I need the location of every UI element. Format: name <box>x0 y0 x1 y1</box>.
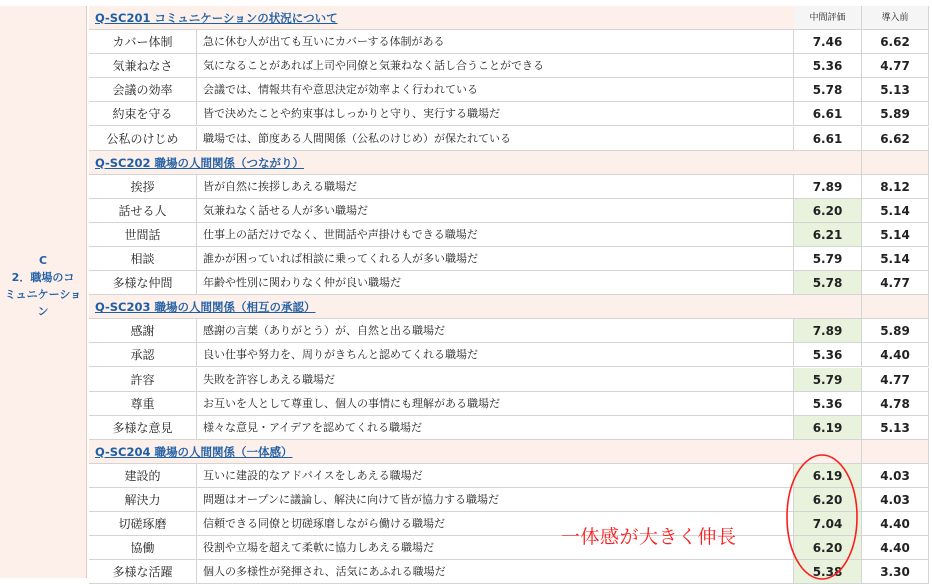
mid-score-cell: 5.38 <box>794 560 862 584</box>
table-row <box>89 175 929 199</box>
table-row <box>89 488 929 512</box>
item-description-cell: お互いを人として尊重し、個人の事情にも理解がある職場だ <box>197 392 794 416</box>
before-score-cell: 6.62 <box>862 127 929 151</box>
item-description-cell: 仕事上の話だけでなく、世間話や声掛けもできる職場だ <box>197 223 794 247</box>
table-row <box>89 416 929 440</box>
before-score-cell: 4.78 <box>862 392 929 416</box>
section-title-link[interactable]: Q-SC201 コミュニケーションの状況について <box>95 11 338 25</box>
before-score-cell: 4.03 <box>862 464 929 488</box>
section-title-bar <box>89 151 794 175</box>
item-label-cell: 話せる人 <box>89 199 197 223</box>
mid-score-cell: 6.61 <box>794 127 862 151</box>
item-description-cell: 皆が自然に挨拶しあえる職場だ <box>197 175 794 199</box>
mid-score-cell: 5.36 <box>794 54 862 78</box>
before-score-cell: 5.13 <box>862 416 929 440</box>
item-description-cell: 職場では、節度ある人間関係（公私のけじめ）が保たれている <box>197 127 794 151</box>
section-title-link[interactable]: Q-SC202 職場の人間関係（つながり） <box>95 155 304 170</box>
category-label-line: ミュニケーショ <box>4 288 82 301</box>
item-description-cell: 気兼ねなく話せる人が多い職場だ <box>197 199 794 223</box>
mid-score-cell: 5.78 <box>794 271 862 295</box>
before-score-cell: 5.89 <box>862 319 929 343</box>
mid-score-cell: 5.36 <box>794 392 862 416</box>
item-label-cell: 世間話 <box>89 223 197 247</box>
section-title-bar <box>89 295 794 319</box>
item-description-cell: 誰かが困っていれば相談に乗ってくれる人が多い職場だ <box>197 247 794 271</box>
before-score-cell: 4.03 <box>862 488 929 512</box>
before-score-cell: 5.89 <box>862 102 929 126</box>
column-header-mid: 中間評価 <box>794 6 862 30</box>
section-title-bar <box>89 440 794 464</box>
section-header-row <box>89 440 929 464</box>
category-label-line: C <box>38 254 48 267</box>
item-description-cell: 良い仕事や努力を、周りがきちんと認めてくれる職場だ <box>197 343 794 367</box>
category-label-line: ン <box>37 305 49 318</box>
item-label-cell: 多様な活躍 <box>89 560 197 584</box>
item-label-cell: 多様な意見 <box>89 416 197 440</box>
section-empty-cell <box>862 440 929 464</box>
before-score-cell: 5.13 <box>862 78 929 102</box>
table-row <box>89 30 929 54</box>
item-label-cell: 約束を守る <box>89 102 197 126</box>
item-label-cell: 相談 <box>89 247 197 271</box>
column-header-before: 導入前 <box>862 6 929 30</box>
item-label-cell: 多様な仲間 <box>89 271 197 295</box>
mid-score-cell: 5.79 <box>794 247 862 271</box>
category-label-line: 2．職場のコ <box>11 271 75 284</box>
item-description-cell: 個人の多様性が発揮され、活気にあふれる職場だ <box>197 560 794 584</box>
item-description-cell: 会議では、情報共有や意思決定が効率よく行われている <box>197 78 794 102</box>
table-row <box>89 368 929 392</box>
mid-score-cell: 7.89 <box>794 319 862 343</box>
before-score-cell: 5.14 <box>862 223 929 247</box>
before-score-cell: 4.40 <box>862 343 929 367</box>
item-label-cell: 解決力 <box>89 488 197 512</box>
table-row <box>89 536 929 560</box>
mid-score-cell: 5.36 <box>794 343 862 367</box>
section-title-link[interactable]: Q-SC204 職場の人間関係（一体感） <box>95 444 293 459</box>
table-row <box>89 127 929 151</box>
table-row <box>89 392 929 416</box>
mid-score-cell: 7.89 <box>794 175 862 199</box>
item-description-cell: 失敗を許容しあえる職場だ <box>197 368 794 392</box>
table-row <box>89 54 929 78</box>
item-label-cell: 気兼ねなさ <box>89 54 197 78</box>
table-row <box>89 271 929 295</box>
item-label-cell: 協働 <box>89 536 197 560</box>
item-description-cell: 感謝の言葉（ありがとう）が、自然と出る職場だ <box>197 319 794 343</box>
table-row <box>89 560 929 584</box>
before-score-cell: 4.40 <box>862 512 929 536</box>
section-title-link[interactable]: Q-SC203 職場の人間関係（相互の承認） <box>95 300 316 315</box>
item-label-cell: 建設的 <box>89 464 197 488</box>
item-description-cell: 皆で決めたことや約束事はしっかりと守り、実行する職場だ <box>197 102 794 126</box>
table-row <box>89 223 929 247</box>
item-description-cell: 年齢や性別に関わりなく仲が良い職場だ <box>197 271 794 295</box>
before-score-cell: 8.12 <box>862 175 929 199</box>
item-label-cell: 公私のけじめ <box>89 127 197 151</box>
before-score-cell: 4.77 <box>862 368 929 392</box>
mid-score-cell: 6.20 <box>794 199 862 223</box>
section-empty-cell <box>794 440 862 464</box>
table-row <box>89 512 929 536</box>
mid-score-cell: 6.19 <box>794 464 862 488</box>
table-row <box>89 78 929 102</box>
mid-score-cell: 6.20 <box>794 536 862 560</box>
table-row <box>89 247 929 271</box>
table-row <box>89 343 929 367</box>
category-label <box>0 252 86 320</box>
mid-score-cell: 7.46 <box>794 30 862 54</box>
section-empty-cell <box>862 151 929 175</box>
table-row <box>89 464 929 488</box>
item-description-cell: 信頼できる同僚と切磋琢磨しながら働ける職場だ <box>197 512 794 536</box>
mid-score-cell: 7.04 <box>794 512 862 536</box>
item-label-cell: 承認 <box>89 343 197 367</box>
item-label-cell: 尊重 <box>89 392 197 416</box>
category-column <box>0 6 87 578</box>
item-description-cell: 急に休む人が出ても互いにカバーする体制がある <box>197 30 794 54</box>
mid-score-cell: 6.19 <box>794 416 862 440</box>
before-score-cell: 4.77 <box>862 54 929 78</box>
table-row <box>89 319 929 343</box>
before-score-cell: 4.40 <box>862 536 929 560</box>
item-description-cell: 役割や立場を超えて柔軟に協力しあえる職場だ <box>197 536 794 560</box>
mid-score-cell: 6.21 <box>794 223 862 247</box>
mid-score-cell: 6.61 <box>794 102 862 126</box>
item-label-cell: 感謝 <box>89 319 197 343</box>
callout-text: 一体感が大きく伸長 <box>561 526 737 548</box>
section-title-bar <box>89 6 794 30</box>
section-header-row <box>89 295 929 319</box>
item-description-cell: 問題はオープンに議論し、解決に向けて皆が協力する職場だ <box>197 488 794 512</box>
mid-score-cell: 5.78 <box>794 78 862 102</box>
table-row <box>89 102 929 126</box>
before-score-cell: 6.62 <box>862 30 929 54</box>
item-label-cell: カバー体制 <box>89 30 197 54</box>
item-description-cell: 様々な意見・アイデアを認めてくれる職場だ <box>197 416 794 440</box>
item-label-cell: 切磋琢磨 <box>89 512 197 536</box>
mid-score-cell: 6.20 <box>794 488 862 512</box>
section-header-row <box>89 6 929 30</box>
section-empty-cell <box>862 295 929 319</box>
item-label-cell: 会議の効率 <box>89 78 197 102</box>
before-score-cell: 5.14 <box>862 199 929 223</box>
before-score-cell: 5.14 <box>862 247 929 271</box>
table-row <box>89 199 929 223</box>
item-label-cell: 挨拶 <box>89 175 197 199</box>
item-description-cell: 気になることがあれば上司や同僚と気兼ねなく話し合うことができる <box>197 54 794 78</box>
section-header-row <box>89 151 929 175</box>
section-empty-cell <box>794 295 862 319</box>
mid-score-cell: 5.79 <box>794 368 862 392</box>
item-description-cell: 互いに建設的なアドバイスをしあえる職場だ <box>197 464 794 488</box>
item-label-cell: 許容 <box>89 368 197 392</box>
before-score-cell: 3.30 <box>862 560 929 584</box>
section-empty-cell <box>794 151 862 175</box>
before-score-cell: 4.77 <box>862 271 929 295</box>
